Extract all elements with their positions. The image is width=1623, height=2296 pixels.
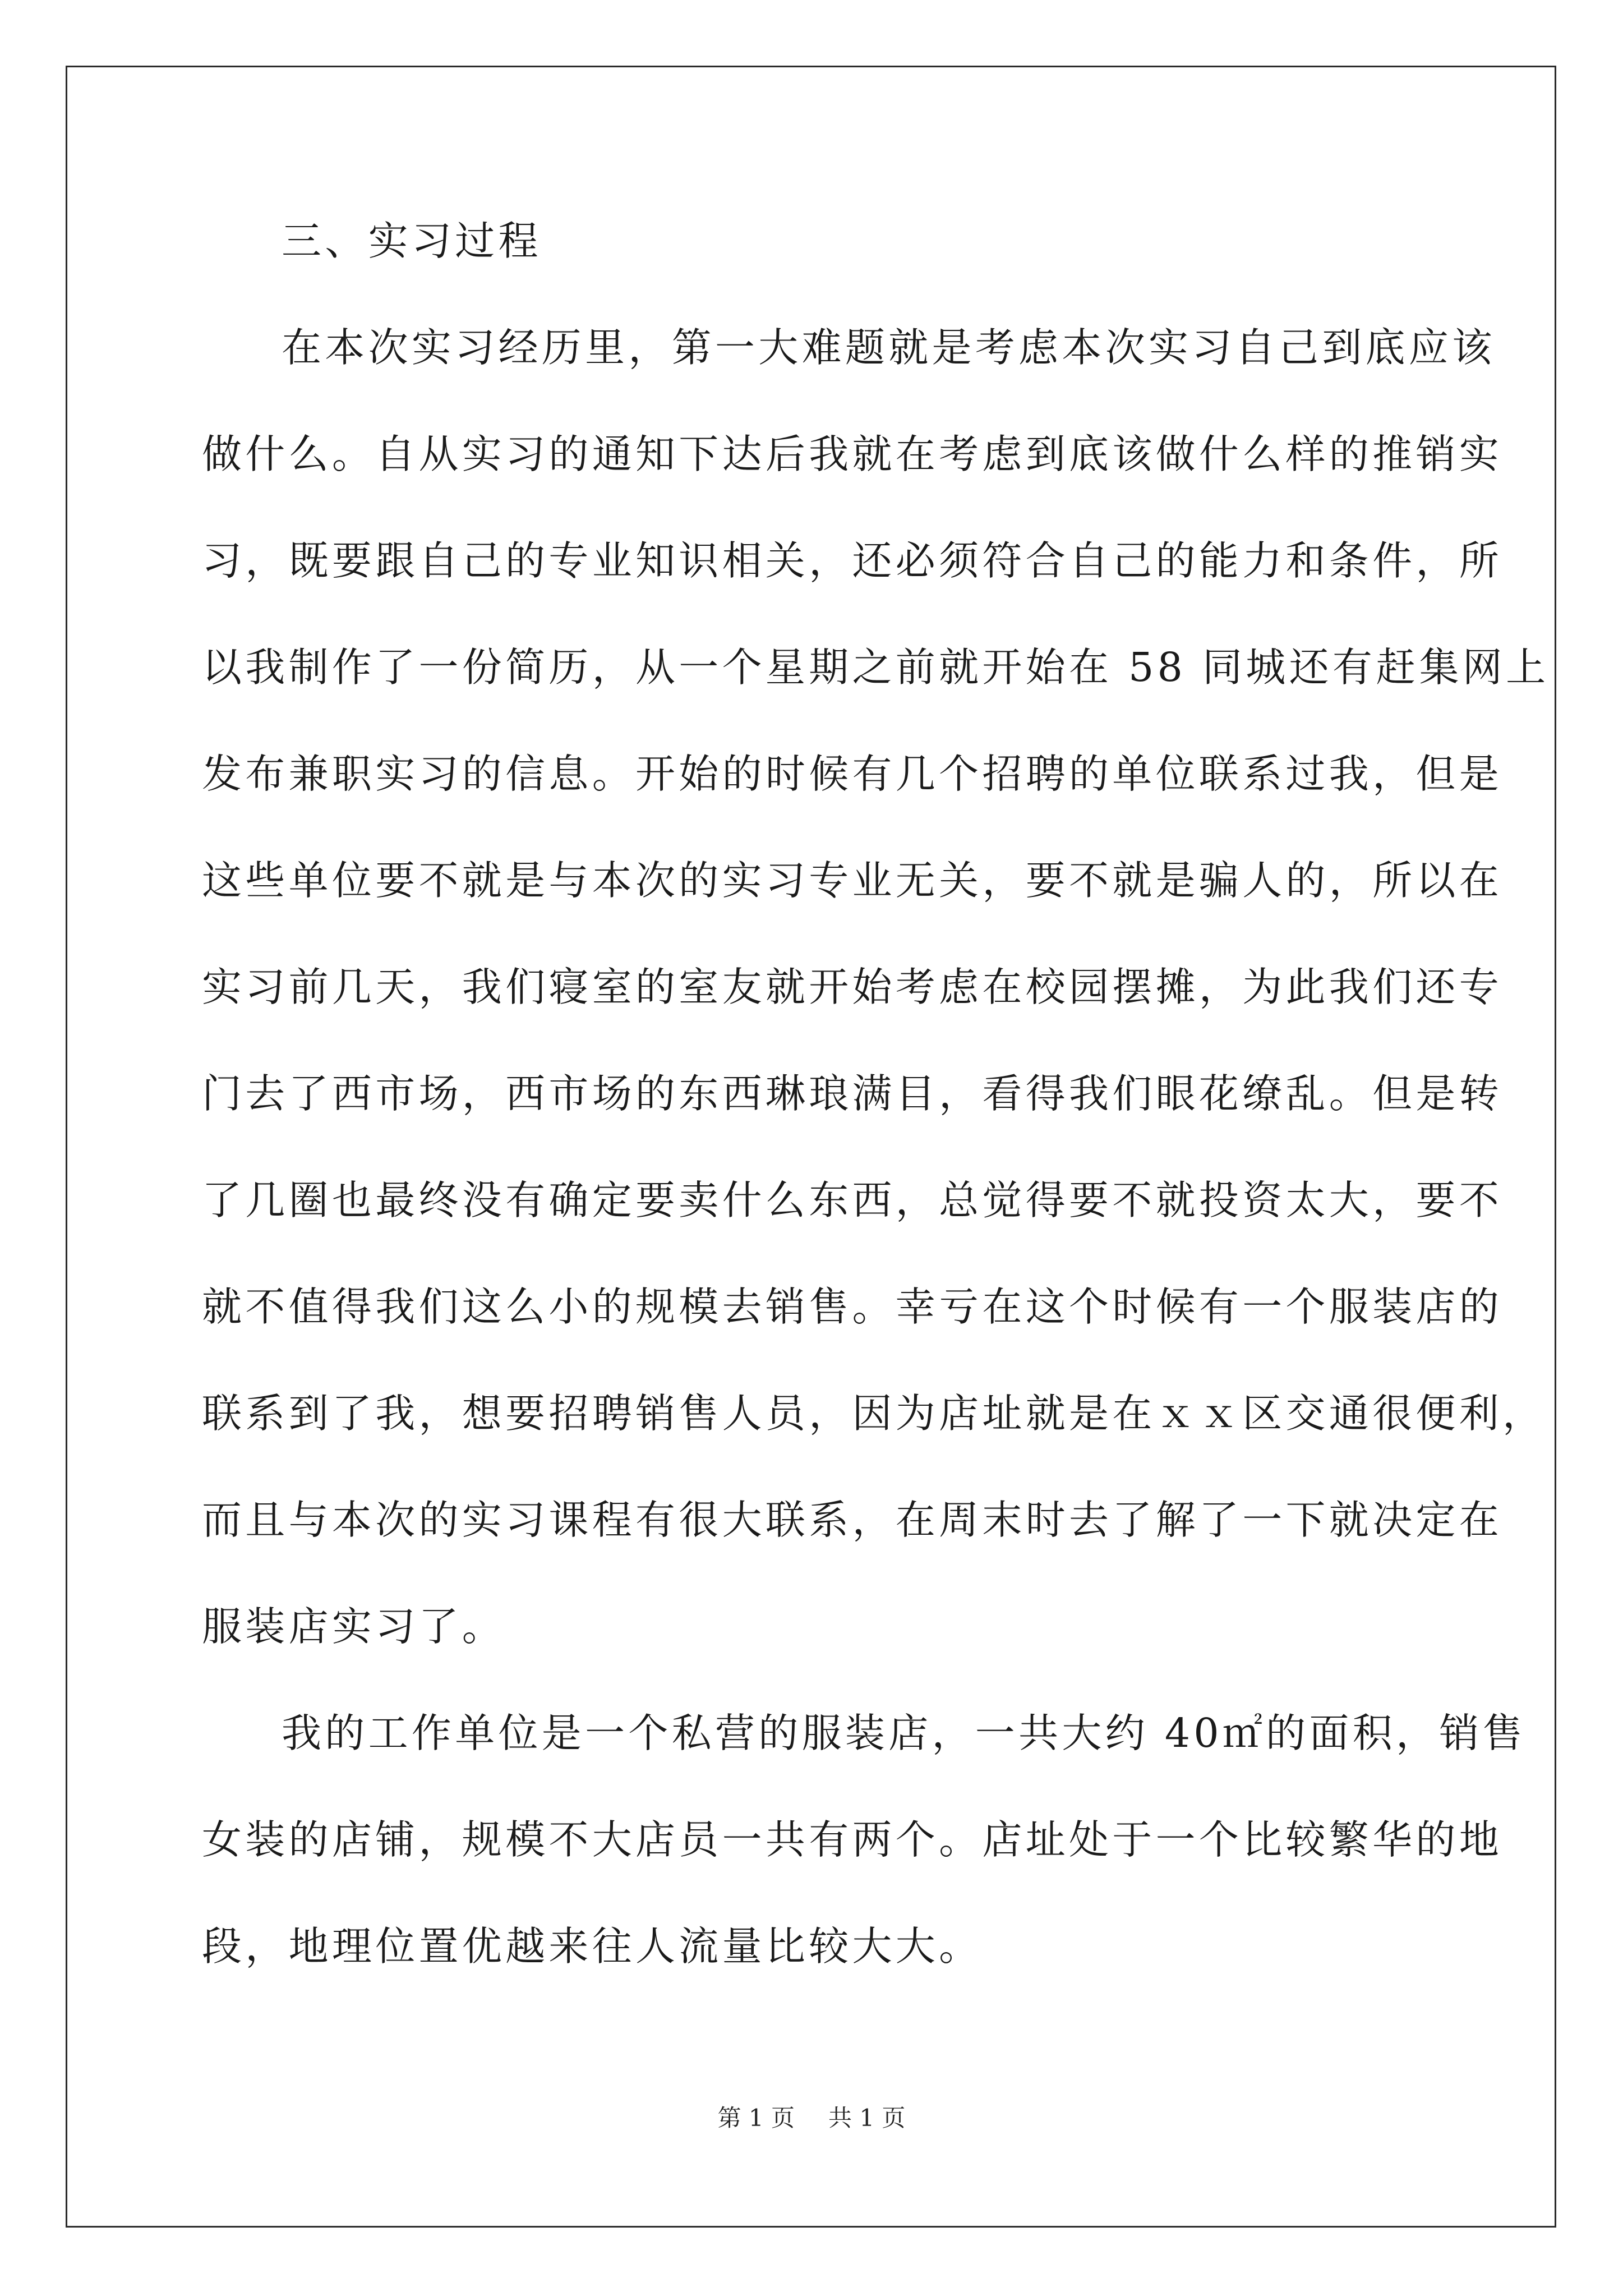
page-number: 第 1 页 — [717, 2104, 795, 2132]
paragraph-line: 实习前几天，我们寝室的室友就开始考虑在校园摆摊，为此我们还专 — [202, 964, 1503, 1010]
paragraph-line: 在本次实习经历里，第一大难题就是考虑本次实习自己到底应该 — [282, 324, 1496, 371]
page-footer — [0, 2101, 1623, 2135]
paragraph-line: 这些单位要不就是与本次的实习专业无关，要不就是骗人的，所以在 — [202, 857, 1503, 904]
paragraph-line: 习，既要跟自己的专业知识相关，还必须符合自己的能力和条件，所 — [202, 537, 1503, 584]
paragraph-line: 我的工作单位是一个私营的服装店，一共大约 40㎡的面积，销售 — [282, 1710, 1526, 1756]
paragraph-line: 就不值得我们这么小的规模去销售。幸亏在这个时候有一个服装店的 — [202, 1283, 1503, 1330]
section-heading: 三、实习过程 — [282, 218, 542, 264]
paragraph-line: 而且与本次的实习课程有很大联系，在周末时去了解了一下就决定在 — [202, 1497, 1503, 1543]
paragraph-line: 女装的店铺，规模不大店员一共有两个。店址处于一个比较繁华的地 — [202, 1816, 1503, 1863]
page-border — [66, 66, 1556, 2228]
paragraph-line: 了几圈也最终没有确定要卖什么东西，总觉得要不就投资太大，要不 — [202, 1177, 1503, 1223]
paragraph-line: 服装店实习了。 — [202, 1603, 506, 1650]
paragraph-line: 门去了西市场，西市场的东西琳琅满目，看得我们眼花缭乱。但是转 — [202, 1070, 1503, 1117]
paragraph-line: 段，地理位置优越来往人流量比较大大。 — [202, 1923, 983, 1970]
paragraph-line: 联系到了我，想要招聘销售人员，因为店址就是在ｘｘ区交通很便利， — [202, 1390, 1546, 1437]
paragraph-line: 发布兼职实习的信息。开始的时候有几个招聘的单位联系过我，但是 — [202, 751, 1503, 797]
paragraph-line: 以我制作了一份简历，从一个星期之前就开始在 58 同城还有赶集网上 — [202, 644, 1550, 691]
page-total: 共 1 页 — [828, 2104, 906, 2132]
paragraph-line: 做什么。自从实习的通知下达后我就在考虑到底该做什么样的推销实 — [202, 431, 1503, 477]
